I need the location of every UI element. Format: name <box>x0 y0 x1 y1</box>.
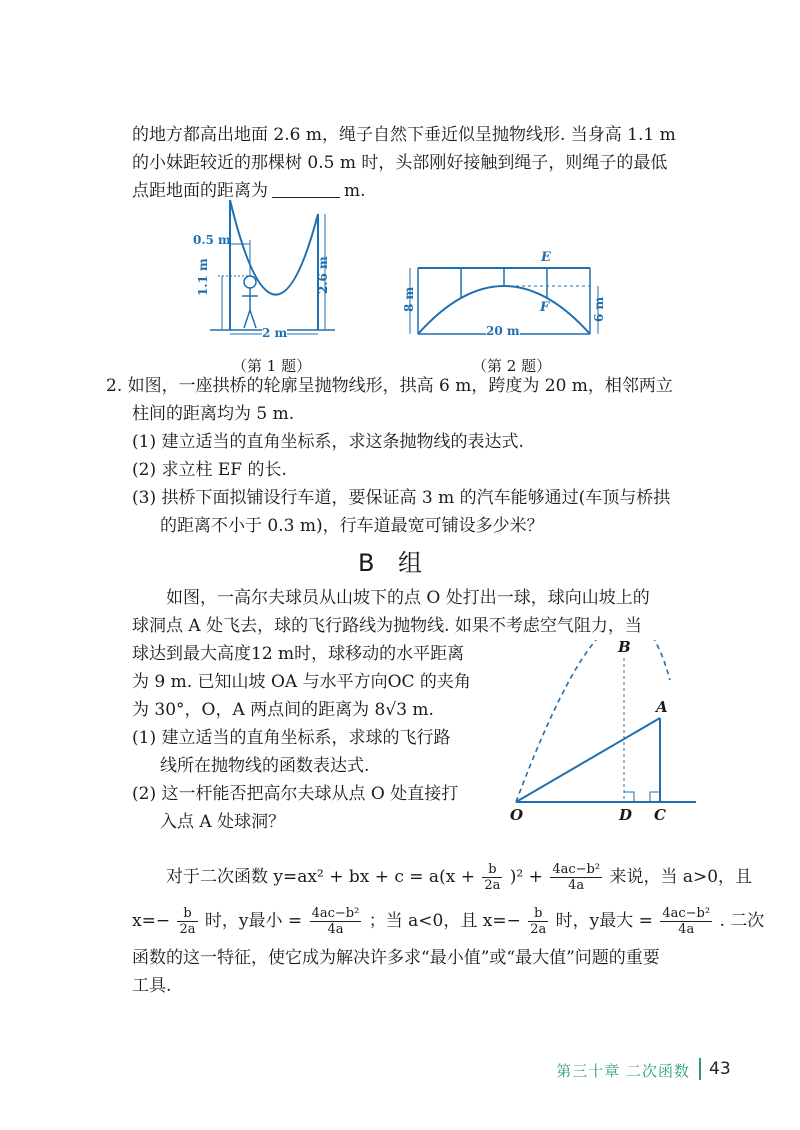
q2-line-2: 柱间的距离均为 5 m. <box>132 404 295 424</box>
fig1-label-half: 0.5 m <box>193 233 231 247</box>
b-line-4: 为 9 m. 已知山坡 OA 与水平方向OC 的夹角 <box>132 672 471 692</box>
q2-sub-1: (1) 建立适当的直角坐标系，求这条抛物线的表达式. <box>132 432 524 452</box>
section-b-heading: B 组 <box>358 549 431 577</box>
frac-2-3: $\frac{b}{2a}$ <box>530 906 547 937</box>
q2-line-1: 2. 如图，一座拱桥的轮廓呈抛物线形，拱高 6 m，跨度为 20 m，相邻两立 <box>106 376 673 396</box>
summary-1b: )² + <box>509 867 543 887</box>
chapter-title: 第三十章 二次函数 <box>556 1062 690 1080</box>
summary-2c: ；当 a<0，且 x=− <box>368 911 521 931</box>
fig3-label-c: C <box>654 806 666 824</box>
summary-line-2 <box>132 904 764 938</box>
b-line-7: 线所在抛物线的函数表达式. <box>160 756 370 776</box>
fig3-label-a: A <box>656 698 668 716</box>
intro-line-3-text: 点距地面的距离为 <box>132 181 268 201</box>
summary-1a: 对于二次函数 y=ax² + bx + c = a(x + <box>166 867 475 887</box>
b-line-2: 球洞点 A 处飞去，球的飞行路线为抛物线. 如果不考虑空气阻力，当 <box>132 616 642 636</box>
intro-line-2: 的小妹距较近的那棵树 0.5 m 时，头部刚好接触到绳子，则绳子的最低 <box>132 153 668 173</box>
fig1-label-tree: 2.6 m <box>316 256 330 294</box>
b-line-1: 如图，一高尔夫球员从山坡下的点 O 处打出一球，球向山坡上的 <box>166 588 650 608</box>
page-number: 43 <box>709 1059 731 1079</box>
fig1-label-width: 2 m <box>262 326 288 340</box>
summary-1c: 来说，当 a>0，且 <box>609 867 753 887</box>
fig3-label-o: O <box>510 806 524 824</box>
fig2-label-f: F <box>540 300 550 315</box>
b-line-8: (2) 这一杆能否把高尔夫球从点 O 处直接打 <box>132 784 459 804</box>
fig2-caption: （第 2 题） <box>472 357 552 375</box>
summary-2a: x=− <box>132 911 171 931</box>
footer-divider <box>699 1058 701 1080</box>
frac-2-4: $\frac{\text{4ac−b²}}{4a}$ <box>662 906 711 937</box>
summary-2e: . 二次 <box>719 911 765 931</box>
fig2-label-span: 20 m <box>486 324 520 338</box>
fig2-label-right: 6 m <box>592 296 606 322</box>
q2-sub-2: (2) 求立柱 EF 的长. <box>132 460 287 480</box>
fig1-caption: （第 1 题） <box>232 357 312 375</box>
summary-line-4: 工具. <box>132 976 172 996</box>
frac-2-2: $\frac{\text{4ac−b²}}{4a}$ <box>311 906 360 937</box>
summary-line-1 <box>166 860 752 894</box>
fig3-label-b: B <box>618 638 631 656</box>
intro-unit: m. <box>344 181 366 201</box>
fig2-label-left: 8 m <box>402 286 416 312</box>
fig3-label-d: D <box>619 806 633 824</box>
intro-line-1: 的地方都高出地面 2.6 m，绳子自然下垂近似呈抛物线形. 当身高 1.1 m <box>132 125 676 145</box>
b-line-5: 为 30°，O，A 两点间的距离为 8√3 m. <box>132 700 434 720</box>
fig1-label-height: 1.1 m <box>196 258 210 296</box>
fig2-label-e: E <box>541 250 551 265</box>
q2-sub-3: (3) 拱桥下面拟铺设行车道，要保证高 3 m 的汽车能够通过(车顶与桥拱 <box>132 488 671 508</box>
summary-line-3: 函数的这一特征，使它成为解决许多求“最小值”或“最大值”问题的重要 <box>132 948 660 968</box>
frac-vertex: $\frac{\text{4ac−b²}}{4a}$ <box>552 862 601 893</box>
frac-2-1: $\frac{b}{2a}$ <box>179 906 196 937</box>
summary-2b: 时，y最小 = <box>204 911 303 931</box>
b-line-6: (1) 建立适当的直角坐标系，求球的飞行路 <box>132 728 451 748</box>
summary-2d: 时，y最大 = <box>555 911 653 931</box>
b-line-9: 入点 A 处球洞？ <box>160 812 286 832</box>
page-footer <box>0 1058 800 1082</box>
q2-sub-3b: 的距离不小于 0.3 m)，行车道最宽可铺设多少米？ <box>160 516 544 536</box>
b-line-3: 球达到最大高度12 m时，球移动的水平距离 <box>132 644 465 664</box>
frac-b-2a: $\frac{b}{2a}$ <box>484 862 501 893</box>
figure-3-golf <box>500 640 700 830</box>
